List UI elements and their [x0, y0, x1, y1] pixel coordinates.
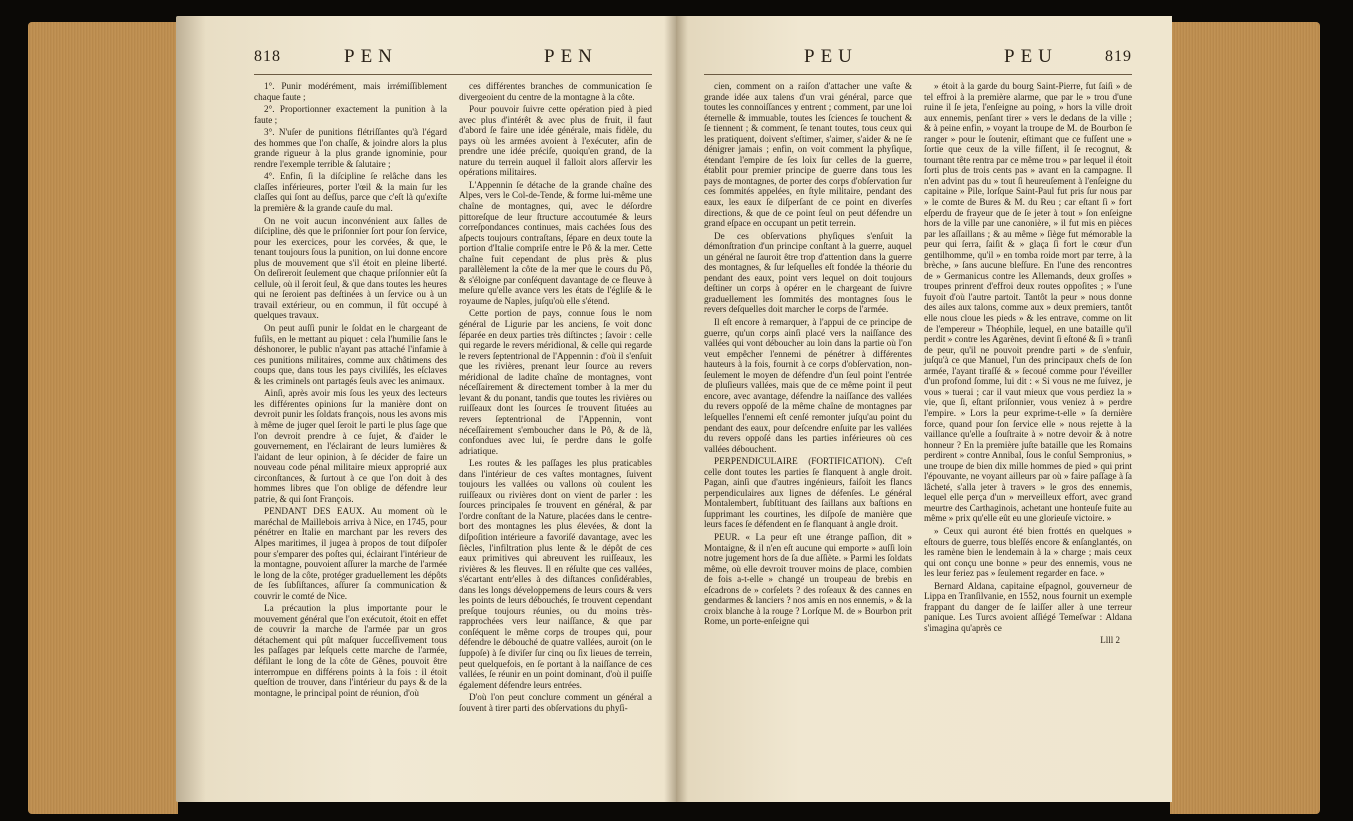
paragraph: PEUR. « La peur eſt une étrange paſſion, dit » Montaigne, & il n'en eſt aucune qui emporte » auſſi loin notre jugement hors de ſa due aſſiète. » Parmi les ſoldats même, où elle devroit trouver moins de place, combien de fois a-t-elle » changé un troupeau de brebis en eſcadrons de » corſelets ? des roſeaux & des cannes en gendarmes & lanciers ? nos amis en nos ennemis, » & la croix blanche à la rouge ? Lorſque M. de » Bourbon prit Rome, un porte-enſeigne qui — [704, 531, 912, 627]
left-page — [176, 16, 676, 802]
paragraph: Cette portion de pays, connue ſous le nom général de Ligurie par les anciens, ſe voit donc ſéparée en deux parties très diſtinctes ; ſavoir : celle qui regarde le revers méridional, & celle qui regarde le revers ſeptentrional de l'Appennin : d'où il s'enſuit que les rivières, prenant leur ſource au revers méridional de ladite chaîne de montagnes, vont néceſſairement & directement tomber à la mer du levant & du ponant, tandis que toutes les rivières ou ruiſſeaux dont les ſources ſe trouvent ſituées au revers ſeptentrional de l'Appennin, vont néceſſairement s'emboucher dans le Pô, & de là, confondues avec lui, ſe perdre dans le golfe adriatique. — [459, 308, 652, 456]
left-running-head — [254, 46, 652, 72]
left-page-column-2 — [459, 81, 652, 715]
paragraph: Pour pouvoir ſuivre cette opération pied à pied avec plus d'intérêt & avec plus de fruit, il faut d'abord ſe faire une idée générale, mais fidèle, du pays où les armées avoient à l'exécuter, afin de prendre une idée préciſe, quoiqu'en grand, de la nature du terrein auquel il falloit alors aſſervir les opérations militaires. — [459, 104, 652, 178]
paragraph: 2°. Proportionner exactement la punition à la faute ; — [254, 104, 447, 125]
right-head-rule — [704, 74, 1132, 75]
paragraph: La précaution la plus importante pour le mouvement général que l'on exécutoit, étoit en effet de couvrir la marche de l'armée par un gros détachement qui pût maſquer ſucceſſivement tous les paſſages par leſquels cette marche de l'armée, défilant le long de la côte de Gênes, pouvoit être interrompue en différens points à la fois : il étoit queſtion de trouver, dans l'intérieur du pays & de la montagne, le principal point de réunion, d'où — [254, 603, 447, 698]
right-page-column-1 — [704, 81, 912, 635]
right-running-head — [704, 46, 1132, 72]
paragraph: Les routes & les paſſages les plus praticables dans l'intérieur de ces vaſtes montagnes, ſuivent toujours les vallées ou vallons où coulent les ruiſſeaux ou rivières dont on vient de parler : les ſources principales ſe trouvent en général, & par l'ordre conſtant de la Nature, placées dans le centre-bort des montagnes les plus élevées, & dont la diſpoſition intérieure a favoriſé davantage, avec les ſiècles, l'infiltration plus lente & le dépôt de ces eaux primitives qui abreuvent les ruiſſeaux, les rivières & les fleuves. Il en réſulte que ces vallées, s'écartant entr'elles à des diſtances conſidérables, dans les longs développemens de leurs cours & vers les points de leurs débouchés, ſe trouvent cependant preſque toujours réunies, ou du moins très-rapprochées vers leur naiſſance, & que par conſéquent le même corps de troupes qui, pour défendre le débouché de quatre vallées, auroit (on le ſuppoſe) à ſe diviſer ſur cinq ou ſix lieues de terrein, peut quelquefois, en ſe portant à la naiſſance de ces vallées, ſe réunir en un point dominant, d'où il puiſſe également défendre leurs entrées. — [459, 458, 652, 690]
paragraph: 3°. N'uſer de punitions flétriſſantes qu'à l'égard des hommes que l'on chaſſe, & joindre alors la plus grande rigueur à la plus grande ignominie, pour rendre l'exemple terrible & ſalutaire ; — [254, 127, 447, 169]
paragraph: cien, comment on a raiſon d'attacher une vaſte & grande idée aux talens d'un vrai général, parce que toutes les connoiſſances y entrent ; comment, par une loi éternelle & immuable, toutes les ſciences ſe touchent & ſe tiennent ; & comment, ſe tenant toutes, tous ceux qui les pratiquent, doivent s'eſtimer, s'aimer, s'aider & ne ſe dénigrer jamais ; enfin, on voit comment la phyſique, étendant l'empire de ſes loix ſur celles de la guerre, établit pour premier principe de guerre dans tous les pays de montagnes, de porter des corps d'obſervation ſur ces ſommités appelées, en ſtyle militaire, pendant des eaux, les eaux ſe diſperſant de ce point en diverſes directions, & que de ce point ſeul on peut défendre un grand eſpace en occupant un petit terrein. — [704, 81, 912, 229]
left-head-rule — [254, 74, 652, 75]
right-page-column-2 — [924, 81, 1132, 635]
paragraph: D'où l'on peut conclure comment un général a ſouvent à tirer parti des obſervations du phyſi- — [459, 692, 652, 713]
right-page — [676, 16, 1172, 802]
paragraph: ces différentes branches de communication ſe divergeoient du centre de la montagne à la côte. — [459, 81, 652, 102]
right-head-word-2: PEU — [1004, 46, 1058, 67]
paragraph: L'Appennin ſe détache de la grande chaîne des Alpes, vers le Col-de-Tende, & forme lui-même une chaîne de montagnes, qui, avec le déſordre pittoreſque de leur ſtructure accoutumée & leurs correſpondances continues, mais cachées ſous des aſpects toujours contraſtans, ſépare en deux toute la portion d'Italie compriſe entre le Pô & la mer. Cette chaîne fuit cependant de plus près & plus parallèlement la côte de la mer que le cours du Pô, & s'éloigne par conſéquent davantage de ce fleuve à meſure qu'elle avance vers les états de l'égliſe & le royaume de Naples, juſqu'où elle s'étend. — [459, 179, 652, 306]
left-head-word-2: PEN — [544, 46, 598, 67]
paragraph: Ainſi, après avoir mis ſous les yeux des lecteurs les différentes opinions ſur la manière dont on devroit punir les ſoldats françois, nous les avons mis à même de juger quel ſeroit le parti le plus ſage que l'on devroit prendre à ce ſujet, & d'aider le gouvernement, en l'éclairant de leurs lumières & l'aidant de leur opinion, à ſe décider de faire un nouveau code pénal militaire mieux approprié aux circonſtances, & ſurtout à ce que l'on doit à des hommes libres que l'on oblige de défendre leur patrie, & qui ſont François. — [254, 388, 447, 504]
left-page-number: 818 — [254, 48, 281, 65]
paragraph: » Ceux qui auront été bien frottés en quelques » eſtours de guerre, tous bleſſés encore & enſanglantés, on les ramène bien le lendemain à la » charge ; mais ceux qui ont conçu une bonne » peur des ennemis, vous ne les leur feriez pas » ſeulement regarder en face. » — [924, 525, 1132, 579]
signature-mark: Llll 2 — [1100, 635, 1120, 646]
right-page-number: 819 — [1105, 48, 1132, 65]
book-page-edges-right — [1170, 22, 1320, 814]
paragraph: De ces obſervations phyſiques s'enſuit la démonſtration d'un principe conſtant à la guerre, auquel un général ne ſauroit être trop d'attention dans la guerre des montagnes, & ſur leſquelles eſt fondée la théorie du pendant des eaux, point vers lequel on doit toujours deſtiner un corps à opérer en le chargeant de ſuivre graduellement les ſommités des montagnes ſous le revers deſquelles doit marcher le corps de l'armée. — [704, 230, 912, 315]
paragraph: On ne voit aucun inconvénient aux ſalles de diſcipline, dès que le priſonnier ſort pour ſon ſervice, pour les exercices, pour les corvées, & que, le tenant toujours ſous la punition, on lui donne encore plus de mouvement que s'il étoit en pleine liberté. On deſireroit ſeulement que chaque priſonnier eût ſa cellule, où il ſeroit ſeul, & que dans toutes les heures qui ne ſeroient pas deſtinées à un ſervice ou à un travail extérieur, ou en commun, il fût occupé à quelques travaux. — [254, 215, 447, 321]
paragraph: Bernard Aldana, capitaine eſpagnol, gouverneur de Lippa en Tranſilvanie, en 1552, nous fournit un exemple frappant du danger de ſe laiſſer aller à une terreur panique. Les Turcs avoient aſſiégé Temeſwar : Aldana s'imagina qu'après ce — [924, 580, 1132, 633]
right-head-word-1: PEU — [804, 46, 858, 67]
paragraph: 4°. Enfin, ſi la diſcipline ſe relâche dans les claſſes inférieures, porter l'œil & la main ſur les claſſes qui ſont au deſſus, parce que c'eſt là qu'exiſte la première & la grande cauſe du mal. — [254, 171, 447, 214]
book-page-edges-left — [28, 22, 178, 814]
left-page-column-1 — [254, 81, 447, 715]
paragraph: » étoit à la garde du bourg Saint-Pierre, fut ſaiſi » de tel effroi à la première alarme, que par le » trou d'une ruine il ſe jeta, l'enſeigne au poing, » hors la ville droit aux ennemis, penſant tirer » vers le dedans de la ville ; & à peine enfin, » voyant la troupe de M. de Bourbon ſe ranger » pour le ſoutenir, eſtimant que ce fuſſent une » ſortie que ceux de la ville fiſſent, il ſe recognut, & tournant tête rentra par ce même trou » par lequel il étoit ſorti plus de trois cents pas » avant en la campagne. Il n'en advint pas du » tout ſi heureuſement à l'enſeigne du capitaine » Pile, lorſque Saint-Paul fut pris ſur nous par » le comte de Bures & M. du Reu ; car eſtant ſi » fort eſperdu de frayeur que de ſe jeter à tout » ſon enſeigne hors de la ville par une canonière, » il fut mis en pièces par les aſſaillans ; & au même » ſiège fut mémorable la peur qui ſerra, ſaiſit & » glaça ſi fort le cœur d'un gentilhomme, qu'il » en tomba roide mort par terre, à la brèche, » ſans aucune bleſſure. En l'une des rencontres de » Germanicus contre les Allemands, deux groſſes » troupes prinrent d'effroi deux routes oppoſites ; » l'une fuyoit d'où l'autre partoit. Tantôt la peur » nous donne des ailes aux talons, comme aux » deux premiers, tantôt elle nous cloue les pieds » & les entrave, comme on lit de l'empereur » Théophile, lequel, en une bataille qu'il perdit » contre les Agarènes, devint ſi eſtoné & ſi » tranſi de peur, qu'il ne pouvoit prendre parti » de s'enfuir, juſqu'à ce que Manuel, l'un des principaux chefs de ſon armée, l'ayant tiraſſé & » ſecoué comme pour l'éveiller d'un profond ſomme, lui dit : « Si vous ne me ſuivez, je vous » tuerai ; car il vaut mieux que vous perdiez la » vie, que ſi, eſtant priſonnier, vous veniez à » perdre l'empire. » Lors la peur exprime-t-elle » ſa dernière force, quand pour ſon ſervice elle » nous rejette à la vaillance qu'elle a ſouſtraite à » notre devoir & à notre honneur ? En la première juſte bataille que les Romains perdirent » contre Annibal, ſous le conſul Sempronius, » une troupe de bien dix mille hommes de pied » qui print l'épouvante, ne voyant ailleurs par où » faire paſſage à ſa lâcheté, s'alla jeter à travers » le gros des ennemis, lequel elle perça d'un » merveilleux effort, avec grand meurtre des Carthaginois, achetant une honteuſe fuite au même » prix qu'elle eût eu une glorieuſe victoire. » — [924, 81, 1132, 524]
left-head-word-1: PEN — [344, 46, 398, 67]
paragraph: 1°. Punir modérément, mais irrémiſſiblement chaque faute ; — [254, 81, 447, 102]
paragraph: Il eſt encore à remarquer, à l'appui de ce principe de guerre, qu'un corps ainſi placé vers la naiſſance des vallées qui vont déboucher au loin dans la partie où l'on veut empêcher l'ennemi de pénétrer à différentes hauteurs à la fois, fournit à ce corps d'obſervation, non-ſeulement le moyen de défendre d'un ſeul point l'entrée de pluſieurs vallées, mais que de ce même point il peut encore, avec avantage, défendre la naiſſance des vallées du revers oppoſé de la même chaîne de montagnes par leſquelles l'ennemi eſt cenſé remonter juſqu'au point du pendant des eaux, pour deſcendre enſuite par les vallées du revers oppoſé dans les parties inférieures où ces vallées débouchent. — [704, 317, 912, 454]
book-gutter — [664, 16, 688, 802]
paragraph: PERPENDICULAIRE (FORTIFICATION). C'eſt celle dont toutes les parties ſe flanquent à angle droit. Pagan, ainſi que d'autres ingénieurs, faiſoit les flancs perpendiculaires aux lignes de défenſes. Le général Montalembert, ſubſtituant des ſaillans aux baſtions en ſupprimant les courtines, les diſpoſe de manière que leurs faces ſe défendent en ſe flanquant à angle droit. — [704, 456, 912, 530]
paragraph: PENDANT DES EAUX. Au moment où le maréchal de Maillebois arriva à Nice, en 1745, pour pénétrer en Italie en marchant par les revers des Alpes maritimes, il jugea à propos de tout diſpoſer pour s'emparer des poſtes qui, éclairant l'intérieur de la montagne, pouvoient aſſurer la marche de l'armée le long de la côte, protéger graduellement les dépôts de ſes ſubſiſtances, aſſurer ſa communication & couvrir le comté de Nice. — [254, 506, 447, 601]
paragraph: On peut auſſi punir le ſoldat en le chargeant de fuſils, en le mettant au piquet : cela l'humilie ſans le déshonorer, le public n'ayant pas attaché l'infamie à ces punitions militaires, comme aux châtimens des coups que, dans tous les pays civiliſés, les eſclaves & les criminels ont partagés ſeuls avec les animaux. — [254, 323, 447, 386]
